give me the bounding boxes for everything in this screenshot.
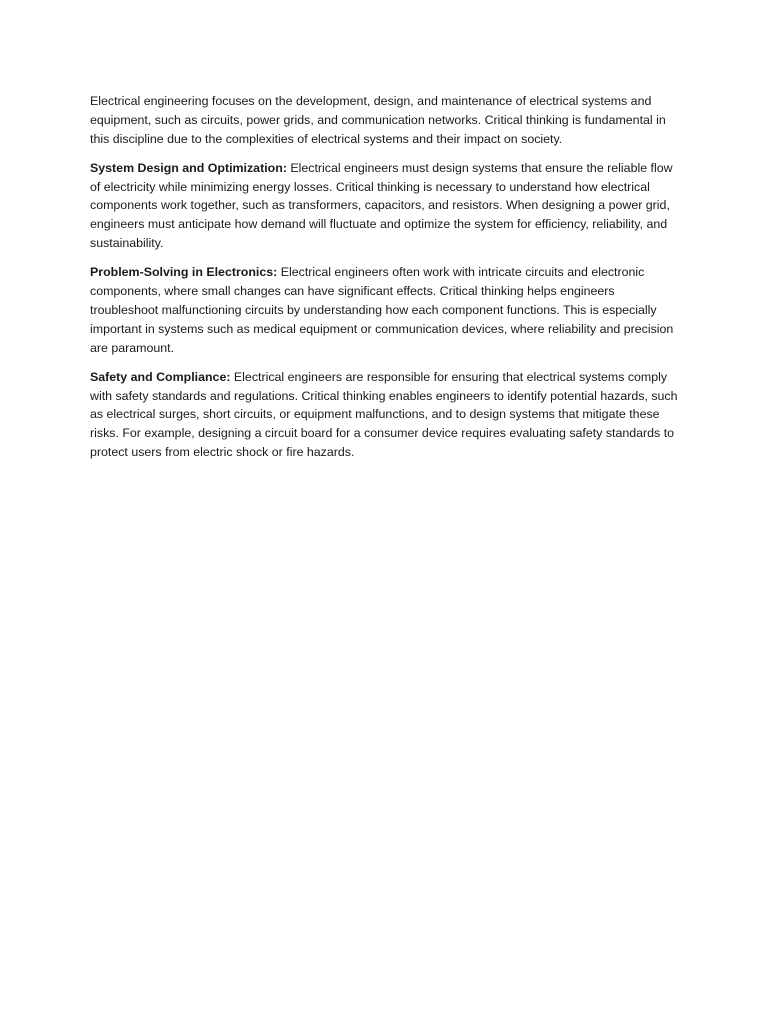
section-safety-compliance (90, 368, 680, 462)
section-body: Electrical engineers must design systems that ensure the reliable flow of electricity while minimizing energy losses. Critical thinking is necessary to understand how electrical components work together, such as transformers, capacitors, and resistors. When designing a power grid, engineers must anticipate how demand will fluctuate and optimize the system for efficiency, reliability, and sustainability. (90, 160, 673, 251)
section-heading: System Design and Optimization: (90, 160, 287, 175)
document-page (90, 92, 680, 472)
section-heading: Problem-Solving in Electronics: (90, 265, 278, 280)
section-body: Electrical engineers often work with intricate circuits and electronic components, where small changes can have significant effects. Critical thinking helps engineers troubleshoot malfunctioning circuits by understanding how each component functions. This is especially important in systems such as medical equipment or communication devices, where reliability and precision are paramount. (90, 265, 674, 355)
section-system-design (90, 159, 680, 253)
section-body: Electrical engineers are responsible for ensuring that electrical systems comply with safety standards and regulations. Critical thinking enables engineers to identify potential hazards, such as electrical surges, short circuits, or equipment malfunctions, and to design systems that mitigate these risks. For example, designing a circuit board for a consumer device requires evaluating safety standards to protect users from electric shock or fire hazards. (90, 369, 678, 460)
section-problem-solving (90, 263, 680, 357)
section-heading: Safety and Compliance: (90, 369, 231, 384)
intro-paragraph: Electrical engineering focuses on the development, design, and maintenance of electrical systems and equipment, such as circuits, power grids, and communication networks. Critical thinking is fundamental in this discipline due to the complexities of electrical systems and their impact on society. (90, 94, 666, 146)
